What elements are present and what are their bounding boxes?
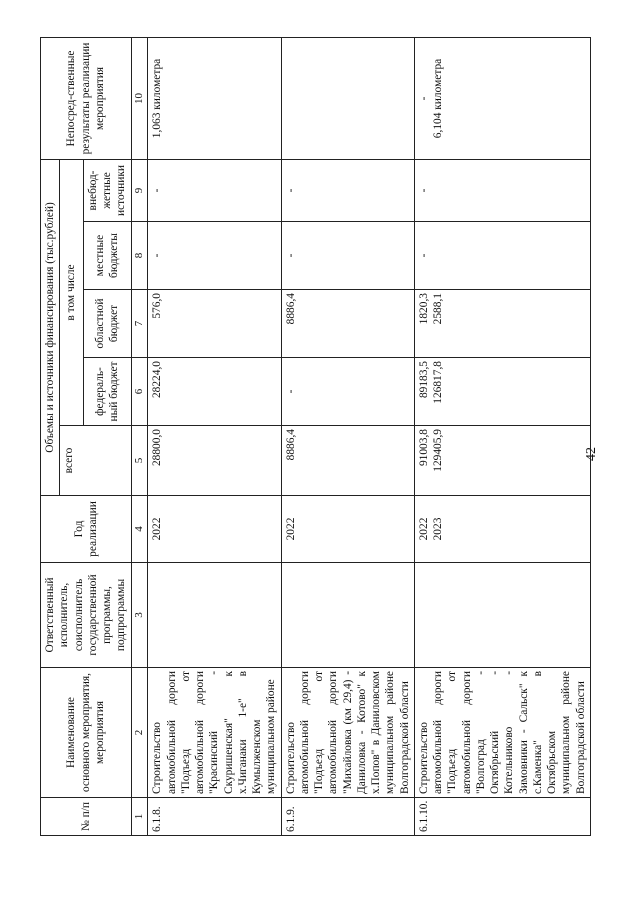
header-extrabudget: внебюд-жетные источники bbox=[83, 160, 131, 222]
regional-value: 2588,1 bbox=[432, 293, 444, 325]
federal-value: - bbox=[284, 389, 297, 394]
col-num-6: 6 bbox=[131, 358, 148, 426]
header-federal: федераль-ный бюджет bbox=[83, 358, 131, 426]
header-local: местные бюджеты bbox=[83, 222, 131, 290]
total-cell bbox=[281, 426, 414, 496]
year-cell bbox=[148, 496, 281, 563]
col-num-8: 8 bbox=[131, 222, 148, 290]
col-num-7: 7 bbox=[131, 290, 148, 358]
extrabudget-value: - bbox=[417, 188, 430, 193]
regional-cell bbox=[148, 290, 281, 358]
regional-cell bbox=[414, 290, 590, 358]
regional-value: 1820,3 bbox=[417, 293, 430, 325]
regional-value: 8886,4 bbox=[284, 293, 297, 325]
extrabudget-value: - bbox=[151, 188, 164, 193]
total-value: 8886,4 bbox=[284, 429, 297, 461]
table-row bbox=[148, 38, 281, 836]
col-num-9: 9 bbox=[131, 160, 148, 222]
local-value: - bbox=[284, 253, 297, 258]
header-finance: Объемы и источники финансирования (тыс.рублей) bbox=[41, 160, 60, 496]
col-num-4: 4 bbox=[131, 496, 148, 563]
header-name: Наименование основного мероприятия, мероприятия bbox=[41, 668, 132, 798]
total-cell bbox=[148, 426, 281, 496]
column-number-row bbox=[131, 38, 148, 836]
federal-value: 89183,5 bbox=[417, 361, 430, 399]
responsible-executor bbox=[281, 563, 414, 668]
regional-cell bbox=[281, 290, 414, 358]
table-row bbox=[281, 38, 414, 836]
total-value: 91003,8 bbox=[417, 429, 430, 467]
extrabudget-cell bbox=[148, 160, 281, 222]
total-value: 129405,9 bbox=[432, 429, 444, 472]
col-num-5: 5 bbox=[131, 426, 148, 496]
result-value: 6,104 километра bbox=[432, 58, 444, 139]
year-cell bbox=[414, 496, 590, 563]
federal-value: 28224,0 bbox=[151, 361, 164, 399]
header-year: Год реализации bbox=[41, 496, 132, 563]
responsible-executor bbox=[414, 563, 590, 668]
federal-cell bbox=[414, 358, 590, 426]
header-responsible: Ответственный исполнитель, соисполнитель государственной программы, подпрограммы bbox=[41, 563, 132, 668]
federal-cell bbox=[281, 358, 414, 426]
result-value bbox=[281, 38, 414, 160]
table-row bbox=[414, 38, 590, 836]
local-cell bbox=[281, 222, 414, 290]
year-value: 2022 bbox=[417, 517, 430, 541]
extrabudget-value: - bbox=[284, 188, 297, 193]
local-cell bbox=[148, 222, 281, 290]
federal-value: 126817,8 bbox=[432, 361, 444, 404]
activity-name: Строительство автомобильной дороги "Подъезд от автомобильной дороги "Волгоград - Октябрьский - Котельниково - Зимовники - Сальск" к с.Каменка" в Октябрьском муниципальном районе Волгоградской области bbox=[414, 668, 590, 798]
col-num-1: 1 bbox=[131, 798, 148, 836]
activity-name: Строительство автомобильной дороги "Подъезд от автомобильной дороги "Михайловка (км 29,4) - Даниловка - Котово" к х.Попов" в Даниловском муниципальном районе Волгоградской области bbox=[281, 668, 414, 798]
regional-value: 576,0 bbox=[151, 293, 164, 319]
header-total: всего bbox=[60, 426, 131, 496]
header-row-1 bbox=[41, 38, 60, 836]
local-value: - bbox=[417, 253, 430, 258]
year-value: 2022 bbox=[151, 517, 164, 541]
responsible-executor bbox=[148, 563, 281, 668]
row-number: 6.1.10. bbox=[414, 798, 590, 836]
header-results: Непосред-ственные результаты реализации мероприятия bbox=[41, 38, 132, 160]
year-cell bbox=[281, 496, 414, 563]
local-value: - bbox=[151, 253, 164, 258]
header-number: № п/п bbox=[41, 798, 132, 836]
extrabudget-cell bbox=[414, 160, 590, 222]
local-cell bbox=[414, 222, 590, 290]
result-value: 1,063 километра bbox=[148, 38, 281, 160]
header-regional: областной бюджет bbox=[83, 290, 131, 358]
header-including: в том числе bbox=[60, 160, 84, 426]
result-cell bbox=[414, 38, 590, 160]
row-number: 6.1.9. bbox=[281, 798, 414, 836]
year-value: 2023 bbox=[432, 517, 444, 541]
total-value: 28800,0 bbox=[151, 429, 164, 467]
row-number: 6.1.8. bbox=[148, 798, 281, 836]
program-activities-table bbox=[40, 37, 591, 836]
page-number: 42 bbox=[584, 447, 599, 461]
col-num-3: 3 bbox=[131, 563, 148, 668]
total-cell bbox=[414, 426, 590, 496]
extrabudget-cell bbox=[281, 160, 414, 222]
col-num-10: 10 bbox=[131, 38, 148, 160]
federal-cell bbox=[148, 358, 281, 426]
year-value: 2022 bbox=[284, 517, 297, 541]
col-num-2: 2 bbox=[131, 668, 148, 798]
result-dash: - bbox=[417, 96, 430, 101]
activity-name: Строительство автомобильной дороги "Подъезд от автомобильной дороги "Красинский - Скуришенская" к х.Чиганаки 1-е" в Кумылженском муниципальном районе bbox=[148, 668, 281, 798]
